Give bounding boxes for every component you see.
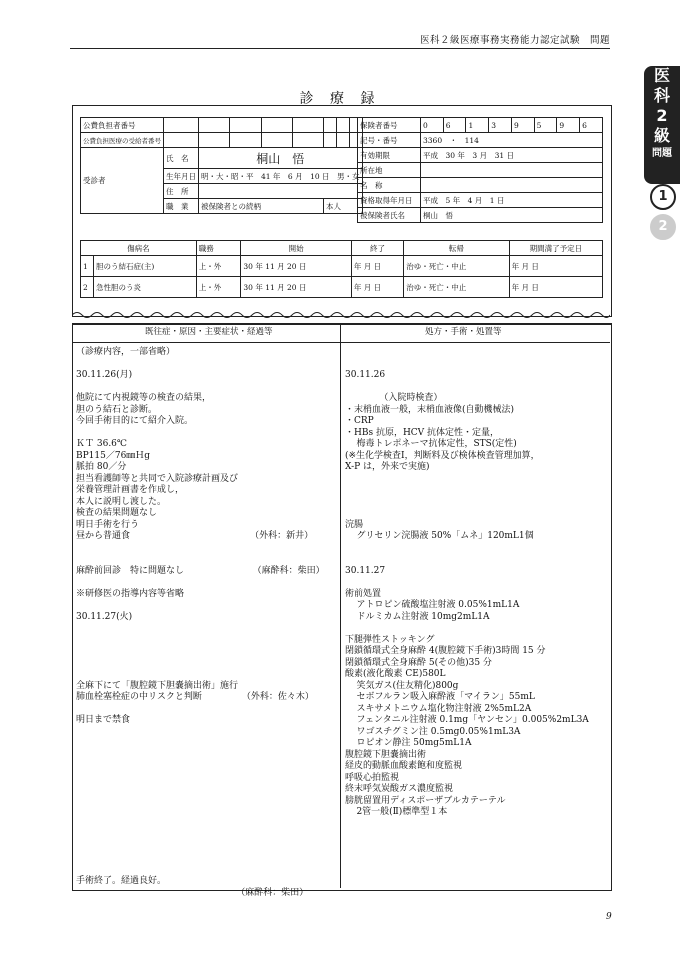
label: 職 業 (164, 199, 199, 214)
duty: 上・外 (196, 256, 241, 277)
label: 生年月日 (164, 169, 199, 184)
insurance-info-table (357, 117, 603, 223)
header-rule (70, 48, 610, 49)
circle-1-icon: 1 (650, 184, 676, 210)
record-divider (340, 323, 341, 888)
label: 被保険者との続柄 (199, 199, 324, 214)
start-date: 30 年 11 月 20 日 (241, 277, 351, 298)
label: 氏 名 (164, 148, 199, 169)
duty: 上・外 (196, 277, 241, 298)
relation: 本人 (324, 199, 363, 214)
card-number: 3360 ・ 114 (421, 133, 603, 148)
label: 公費負担者番号 (81, 118, 164, 133)
col-header: 傷病名 (81, 241, 197, 256)
left-col-header: 既往症・原因・主要症状・経過等 (145, 327, 273, 337)
label: 保険者番号 (358, 118, 421, 133)
page-title: 診 療 録 (299, 91, 381, 107)
digit: 3 (489, 118, 512, 133)
expiry-date: 年 月 日 (509, 277, 602, 298)
digit: 6 (580, 118, 603, 133)
left-record-text: （診療内容，一部省略） 30.11.26(月) 他院にて内視鏡等の検査の結果， 胆のう結石と診断。 今回手術目的にて紹介入院。 ＫＴ 36.6℃ BP115／76㎜Ｈg 脈拍 80／分 担当看護師等と共同で入院診療計画及び 栄養管理計画書を作成し， 本人に説明し渡した。 検査の結果問題なし 明日手術を行う 昼から普通食 （外科：新井） 麻酔前回診 特に問題なし （麻酔科：柴田） ※研修医の指導内容等省略 30.11.27(火) 全麻下にて「腹腔鏡下胆嚢摘出術」施行 肺血栓塞栓症の中リスクと判断 （外科：佐々木） 明日まで禁食 手術終了。経過良好。 （麻酔科：柴田） (76, 347, 325, 898)
digit: 5 (534, 118, 557, 133)
exam-title: 医科２級医療事務実務能力認定試験 問題 (419, 35, 610, 46)
disease-name: 急性胆のう炎 (94, 277, 197, 298)
digit: 6 (443, 118, 466, 133)
table-row (81, 256, 603, 277)
label: 有効期限 (358, 148, 421, 163)
col-header: 終了 (351, 241, 403, 256)
label: 公費負担医療の受給者番号 (81, 133, 164, 148)
label: 住 所 (164, 184, 199, 199)
patient-name: 桐山 悟 (199, 148, 363, 169)
end-date: 年 月 日 (351, 256, 403, 277)
tab-char: 級 (653, 126, 670, 145)
start-date: 30 年 11 月 20 日 (241, 256, 351, 277)
disease-name: 胆のう結石症(主) (94, 256, 197, 277)
col-header: 転帰 (404, 241, 509, 256)
col-header: 職務 (196, 241, 241, 256)
dob: 明・大・昭・平 41 年 6 月 10 日 男・女 (199, 169, 363, 184)
table-row (81, 277, 603, 298)
tab-char: 医 (653, 66, 670, 85)
digit: 0 (421, 118, 444, 133)
outcome: 治ゆ・死亡・中止 (404, 256, 509, 277)
page-number: 9 (606, 912, 612, 922)
tab-char: 問題 (652, 148, 672, 159)
label: 受診者 (81, 148, 164, 214)
label: 記号・番号 (358, 133, 421, 148)
tab-char: 2 (656, 106, 668, 125)
label: 名 称 (358, 178, 421, 193)
end-date: 年 月 日 (351, 277, 403, 298)
patient-info-table (80, 117, 363, 214)
col-header: 開始 (241, 241, 351, 256)
header-rule (72, 342, 610, 343)
digit: 9 (511, 118, 534, 133)
digit: 9 (557, 118, 580, 133)
label: 所在地 (358, 163, 421, 178)
row-no: 2 (81, 277, 94, 298)
digit: 1 (466, 118, 489, 133)
tear-line (72, 310, 610, 320)
label: 被保険者氏名 (358, 208, 421, 223)
tab-char: 科 (653, 86, 670, 105)
expiry: 平成 30 年 3 月 31 日 (421, 148, 603, 163)
insured-name: 桐山 悟 (421, 208, 603, 223)
col-header: 期間満了予定日 (509, 241, 602, 256)
expiry-date: 年 月 日 (509, 256, 602, 277)
right-record-text: 30.11.26 （入院時検査） ・末梢血液一般，末梢血液像(自動機械法) ・CRP ・HBs 抗原，HCV 抗体定性・定量， 梅毒トレポネーマ抗体定性，STS(定性) (※生化学検査Ⅰ，判断料及び検体検査管理加算， X-P は，外来で実施) 浣腸 グリセリン浣腸液 50%「ムネ」120mL1個 30.11.27 術前処置 アトロピン硫酸塩注射液 0.05%1mL1A ドルミカム注射液 10mg2mL1A 下腿弾性ストッキング 閉鎖循環式全身麻酔 4(腹腔鏡下手術)3時間 15 分 閉鎖循環式全身麻酔 5(その他)35 分 酸素(液化酸素 CE)580L 笑気ガス(住友精化)800g セボフルラン吸入麻酔液「マイラン」55mL スキサメトニウム塩化物注射液 2%5mL2A フェンタニル注射液 0.1mg「ヤンセン」0.005%2mL3A ワゴスチグミン注 0.5mg0.05%1mL3A ロピオン静注 50mg5mL1A 腹腔鏡下胆嚢摘出術 経皮的動脈血酸素飽和度監視 呼吸心拍監視 終末呼気炭酸ガス濃度監視 膀胱留置用ディスポーザブルカテーテル 2管一般(Ⅱ)標準型１本 (345, 370, 589, 817)
circle-2-icon: 2 (650, 214, 676, 240)
right-col-header: 処方・手術・処置等 (425, 327, 502, 337)
disease-table (80, 240, 603, 298)
outcome: 治ゆ・死亡・中止 (404, 277, 509, 298)
acquired-date: 平成 5 年 4 月 1 日 (421, 193, 603, 208)
label: 資格取得年月日 (358, 193, 421, 208)
section-tab (644, 66, 680, 184)
row-no: 1 (81, 256, 94, 277)
